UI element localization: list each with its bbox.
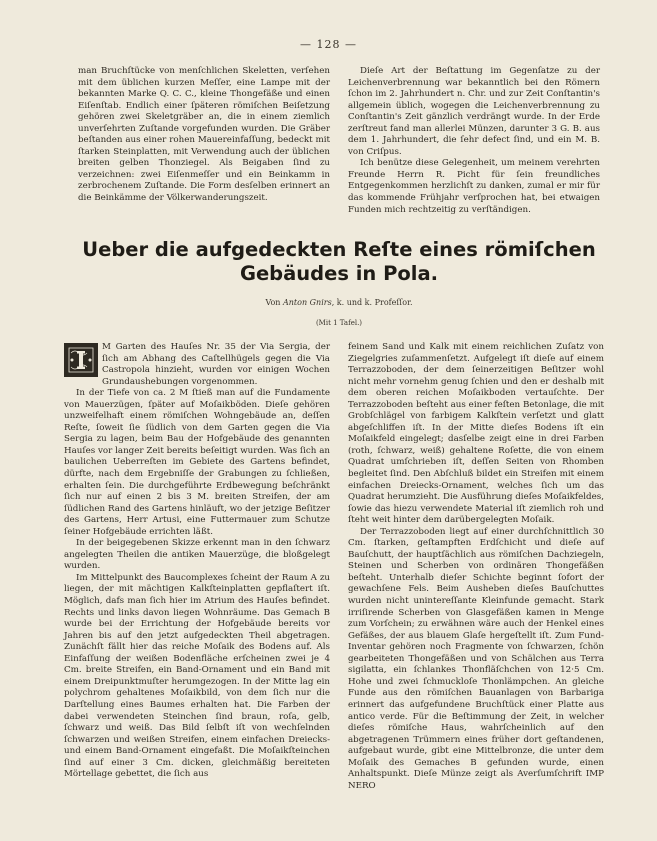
top-right-column	[348, 66, 600, 216]
top-left-column	[78, 66, 330, 205]
paragraph: M Garten des Hauſes Nr. 35 der Via Sergia, der ſich am Abhang des Caſtellhügels gegen die Via Castropola hinzieht, wurden vor einigen Wochen Grundaushebungen vorgenommen.	[102, 342, 330, 387]
paragraph: feinem Sand und Kalk mit einem reichlichen Zuſatz von Ziegelgries zuſammenſetzt. Aufgelegt iſt dieſe auf einem Terrazzoboden, der dem ſeinerzeitigen Beſitzer wohl nicht mehr vornehm genug ſchien und den er deshalb mit dem oberen reichen Moſaikboden vertauſchte. Der Terrazzoboden beſteht aus einer feſten Betonlage, die mit Grobſchlägel von farbigem Kalkſtein verſetzt und glatt abgeſchliffen iſt. In der Mitte dieſes Bodens iſt ein Moſaikfeld eingelegt; dasſelbe zeigt eine in drei Farben (roth, ſchwarz, weiß) gehaltene Roſette, die von einem Quadrat umſchrieben iſt, deſſen Seiten von Rhomben begleitet ſind. Den Abſchluß bildet ein Streifen mit einem einfachen Dreiecks-Ornament, welches ſich um das Quadrat herumzieht. Die Ausführung dieſes Moſaikfeldes, ſowie das hiezu verwendete Material iſt ziemlich roh und ſteht weit hinter dem darübergelegten Moſaik.	[348, 342, 604, 526]
paragraph-first	[64, 342, 330, 388]
ornament-initial-icon	[66, 345, 96, 375]
paragraph: In der Tiefe von ca. 2 M ſtieß man auf die Fundamente von Mauerzügen, ſpäter auf Moſaikböden. Dieſe gehören unzweifelhaft einem römiſchen Wohngebäude an, deſſen Reſte, ſoweit ſie ſüdlich von dem Garten gegen die Via Sergia zu lagen, beim Bau der Hofgebäude des genannten Hauſes vor langer Zeit bereits beſeitigt wurden. Was ſich an baulichen Ueberreſten im Gebiete des Gartens befindet, dürfte, nach dem Ergebniſſe der Grabungen zu ſchließen, erhalten ſein. Die durchgeführte Erdbewegung beſchränkt ſich nur auf einen 2 bis 3 M. breiten Streifen, der am ſüdlichen Rand des Gartens hinläuft, wo der jetzige Beſitzer des Gartens, Herr Artusi, eine Futtermauer zum Schutze ſeiner Hofgebäude errichten läßt.	[64, 388, 330, 537]
page-number: — 128 —	[300, 38, 357, 51]
paragraph: Dieſe Art der Beſtattung im Gegenſatze zu der Leichenverbrennung war bekanntlich bei den Römern ſchon im 2. Jahrhundert n. Chr. und zur Zeit Conſtantin's allgemein üblich, wogegen die Leichenverbrennung zu Conſtantin's Zeit gänzlich verdrängt wurde. In der Erde zerſtreut fand man allerlei Münzen, darunter 3 G. B. aus dem 1. Jahrhundert, die ſehr defect ſind, und ein M. B. von Criſpus.	[348, 66, 600, 157]
decorated-initial	[64, 343, 98, 377]
author-prefix: Von	[265, 298, 283, 307]
author-title: , k. und k. Profeſſor.	[331, 298, 413, 307]
paragraph: Der Terrazzoboden liegt auf einer durchſchnittlich 30 Cm. ſtarken, geſtampften Erdſchicht und dieſe auf Bauſchutt, der hauptſächlich aus römiſchen Dachziegeln, Steinen und Scherben von ordinären Thongefäßen beſteht. Unterhalb dieſer Schichte beginnt ſofort der gewachſene Fels. Beim Ausheben dieſes Bauſchuttes wurden nicht unintereſſante Kleinfunde gemacht. Stark irriſirende Scherben von Glasgefäßen kamen in Menge zum Vorſchein; zu erwähnen wäre auch der Henkel eines Gefäßes, der aus blauem Glaſe hergeſtellt iſt. Zum Fund-Inventar gehören noch Fragmente von ſchwarzen, ſchön gearbeiteten Thongefäßen und von Schälchen aus Terra sigilatta, ein ſchlankes Thonfläſchchen von 12·5 Cm. Hohe und zwei ſchmuckloſe Thonlämpchen. An gleiche Funde aus den römiſchen Bauanlagen von Barbariga erinnert das aufgefundene Bruchſtück einer Platte aus antico verde. Für die Beſtimmung der Zeit, in welcher dieſes römiſche Haus, wahrſcheinlich auf den abgetragenen Trümmern eines früher dort geſtandenen, aufgebaut wurde, gibt eine Mittelbronze, die unter dem Moſaik des Gemaches B gefunden wurde, einen Anhaltspunkt. Dieſe Münze zeigt als Averſumſchrift IMP NERO	[348, 526, 604, 791]
author-name: Anton Gnirs	[283, 298, 332, 307]
bottom-right-column	[348, 342, 604, 792]
author-line	[70, 298, 608, 307]
paragraph: Im Mittelpunkt des Baucomplexes ſcheint der Raum A zu liegen, der mit mächtigen Kalkſteinplatten gepflaſtert iſt. Möglich, dafs man ſich hier im Atrium des Hauſes befindet. Rechts und links davon liegen Wohnräume. Das Gemach B wurde bei der Errichtung der Hofgebäude bereits vor Jahren bis auf den jetzt aufgedeckten Theil abgetragen. Zunächſt fällt hier das reiche Moſaik des Bodens auf. Als Einfaſſung der weißen Bodenfläche erſcheinen zwei je 4 Cm. breite Streifen, ein Band-Ornament und ein Band mit einem Dreipunktmuſter herumgezogen. In der Mitte lag ein polychrom gehaltenes Moſaikbild, von dem ſich nur die Darſtellung eines Baumes erhalten hat. Die Farben der dabei verwendeten Steinchen ſind braun, roſa, gelb, ſchwarz und weiß. Das Bild ſelbſt iſt von wechſelnden ſchwarzen und weißen Streifen, einem einfachen Dreiecks- und einem Band-Ornament eingefaßt. Die Moſaikſteinchen ſind auf einer 3 Cm. dicken, gleichmäßig bereiteten Mörtellage gebettet, die ſich aus	[64, 572, 330, 780]
paragraph: In der beigegebenen Skizze erkennt man in den ſchwarz angelegten Theilen die antiken Mauerzüge, die bloßgelegt wurden.	[64, 538, 330, 572]
plate-note: (Mit 1 Tafel.)	[315, 319, 363, 327]
article-title: Ueber die aufgedeckten Reſte eines römiſchen Gebäudes in Pola.	[82, 238, 596, 285]
paragraph: Ich benütze diese Gelegenheit, um meinem verehrten Freunde Herrn R. Picht für ſein freundliches Entgegenkommen herzlichſt zu danken, zumal er mir für das kommende Frühjahr verſprochen hat, bei etwaigen Funden mich rechtzeitig zu verſtändigen.	[348, 158, 600, 215]
paragraph: man Bruchſtücke von menſchlichen Skeletten, verſehen mit dem üblichen kurzen Meſſer, eine Lampe mit der bekannten Marke Q. C. C., kleine Thongefäße und einen Eiſenſtab. Endlich einer ſpäteren römiſchen Beiſetzung gehören zwei Skeletgräber an, die in einem ziemlich unverſehrten Zuſtande vorgefunden wurden. Die Gräber beſtanden aus einer rohen Mauereinfaſſung, bedeckt mit ſtarken Steinplatten, mit Verwendung auch der üblichen breiten gelben Thonziegel. Als Beigaben ſind zu verzeichnen: zwei Eiſenmeſſer und ein Beinkamm in zerbrochenem Zuſtande. Die Form desſelben erinnert an die Beinkämme der Völkerwanderungszeit.	[78, 66, 330, 204]
bottom-left-column	[64, 342, 330, 781]
